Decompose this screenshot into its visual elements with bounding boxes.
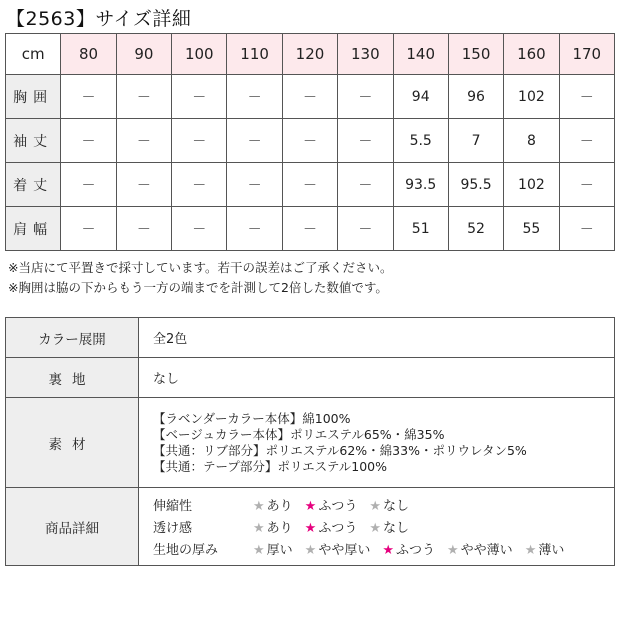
star-icon: ★ [253,521,265,536]
size-header: 110 [227,34,282,75]
size-header: 120 [282,34,337,75]
detail-row-material [6,398,615,488]
detail-label: 商品詳細 [6,488,139,566]
measurement-value: － [227,163,282,207]
detail-row-lining [6,358,615,398]
size-header: 170 [559,34,614,75]
measurement-value: － [282,75,337,119]
measurement-value: － [282,119,337,163]
star-icon: ★ [304,521,317,536]
measurement-value: － [227,207,282,251]
unit-cell: cm [6,34,61,75]
feature-option-text: やや薄い [460,543,513,558]
measurement-value: 93.5 [393,163,448,207]
feature-option-text: あり [266,499,293,514]
page-title: 【2563】サイズ詳細 [6,8,192,30]
measurement-value: － [172,163,227,207]
size-header: 90 [116,34,171,75]
measurement-value: － [61,119,116,163]
measurement-value: 52 [448,207,503,251]
measurement-value: － [282,163,337,207]
star-icon: ★ [253,543,265,558]
size-header: 150 [448,34,503,75]
feature-name: 透け感 [153,521,193,536]
measurement-label: 胸囲 [6,75,61,119]
feature-option [253,517,293,536]
feature-option [305,517,358,536]
measurement-value: － [172,207,227,251]
measurement-value: － [559,207,614,251]
size-header: 160 [504,34,559,75]
material-line: 【ラベンダーカラー本体】綿100% [153,410,351,426]
feature-option [305,495,358,514]
feature-option [369,495,409,514]
detail-row-color [6,318,615,358]
material-line: 【共通：リブ部分】ポリエステル62%・綿33%・ポリウレタン5% [153,442,527,458]
measurement-row [6,75,615,119]
star-icon: ★ [369,521,381,536]
detail-label: 裏地 [6,358,139,398]
measurement-label: 着丈 [6,163,61,207]
feature-option-text: 薄い [538,543,565,558]
measurement-label: 肩幅 [6,207,61,251]
measurement-value: － [338,207,393,251]
measurement-value: － [559,163,614,207]
feature-name: 生地の厚み [153,543,219,558]
feature-option [305,539,371,558]
measurement-value: － [116,207,171,251]
material-line: 【ベージュカラー本体】ポリエステル65%・綿35% [153,426,445,442]
feature-option-text: あり [266,521,293,536]
size-header-row [6,34,615,75]
measurement-value: 8 [504,119,559,163]
note-line: ※胸囲は脇の下からもう一方の端までを計測して2倍した数値です。 [8,280,388,295]
feature-option [447,539,513,558]
measurement-value: 51 [393,207,448,251]
measurement-value: － [61,163,116,207]
size-header: 140 [393,34,448,75]
measurement-value: － [116,163,171,207]
measurement-value: － [61,207,116,251]
star-icon: ★ [304,543,317,558]
measurement-row [6,207,615,251]
star-icon: ★ [524,543,537,558]
detail-row-features [6,488,615,566]
measurement-value: 102 [504,163,559,207]
star-icon: ★ [447,543,459,558]
size-table [5,33,615,251]
note-line: ※当店にて平置きで採寸しています。若干の誤差はご了承ください。 [8,260,393,275]
feature-option [253,495,293,514]
star-icon: ★ [304,499,317,514]
measurement-value: 94 [393,75,448,119]
feature-row [153,494,614,516]
measurement-value: － [227,119,282,163]
feature-option [382,539,435,558]
size-header: 130 [338,34,393,75]
feature-option-text: なし [383,521,410,536]
feature-option-text: やや厚い [318,543,371,558]
measurement-value: 5.5 [393,119,448,163]
measurement-value: 7 [448,119,503,163]
feature-option-text: ふつう [396,543,436,558]
notes [8,258,392,298]
measurement-value: － [559,75,614,119]
measurement-value: － [61,75,116,119]
material-line: 【共通：テープ部分】ポリエステル100% [153,458,387,474]
measurement-value: － [338,163,393,207]
feature-option [369,517,409,536]
star-icon: ★ [382,543,394,558]
feature-list [139,488,615,566]
measurement-value: 95.5 [448,163,503,207]
size-header: 80 [61,34,116,75]
measurement-value: － [172,119,227,163]
detail-value: なし [139,358,615,398]
measurement-row [6,163,615,207]
detail-label: カラー展開 [6,318,139,358]
feature-option-text: ふつう [318,499,358,514]
measurement-value: － [559,119,614,163]
measurement-value: － [227,75,282,119]
measurement-label: 袖丈 [6,119,61,163]
feature-row [153,516,614,538]
detail-table [5,317,615,566]
measurement-value: 55 [504,207,559,251]
size-header: 100 [172,34,227,75]
star-icon: ★ [369,499,381,514]
measurement-value: － [172,75,227,119]
feature-option [253,539,293,558]
material-list [139,398,615,488]
measurement-value: － [116,75,171,119]
measurement-row [6,119,615,163]
feature-option-text: ふつう [318,521,358,536]
star-icon: ★ [253,499,265,514]
measurement-value: － [116,119,171,163]
measurement-value: － [338,75,393,119]
measurement-value: － [338,119,393,163]
feature-option-text: なし [383,499,410,514]
feature-option [525,539,565,558]
detail-value: 全2色 [139,318,615,358]
measurement-value: 102 [504,75,559,119]
measurement-value: － [282,207,337,251]
measurement-value: 96 [448,75,503,119]
detail-label: 素材 [6,398,139,488]
feature-option-text: 厚い [266,543,293,558]
feature-row [153,538,614,560]
feature-name: 伸縮性 [153,499,193,514]
